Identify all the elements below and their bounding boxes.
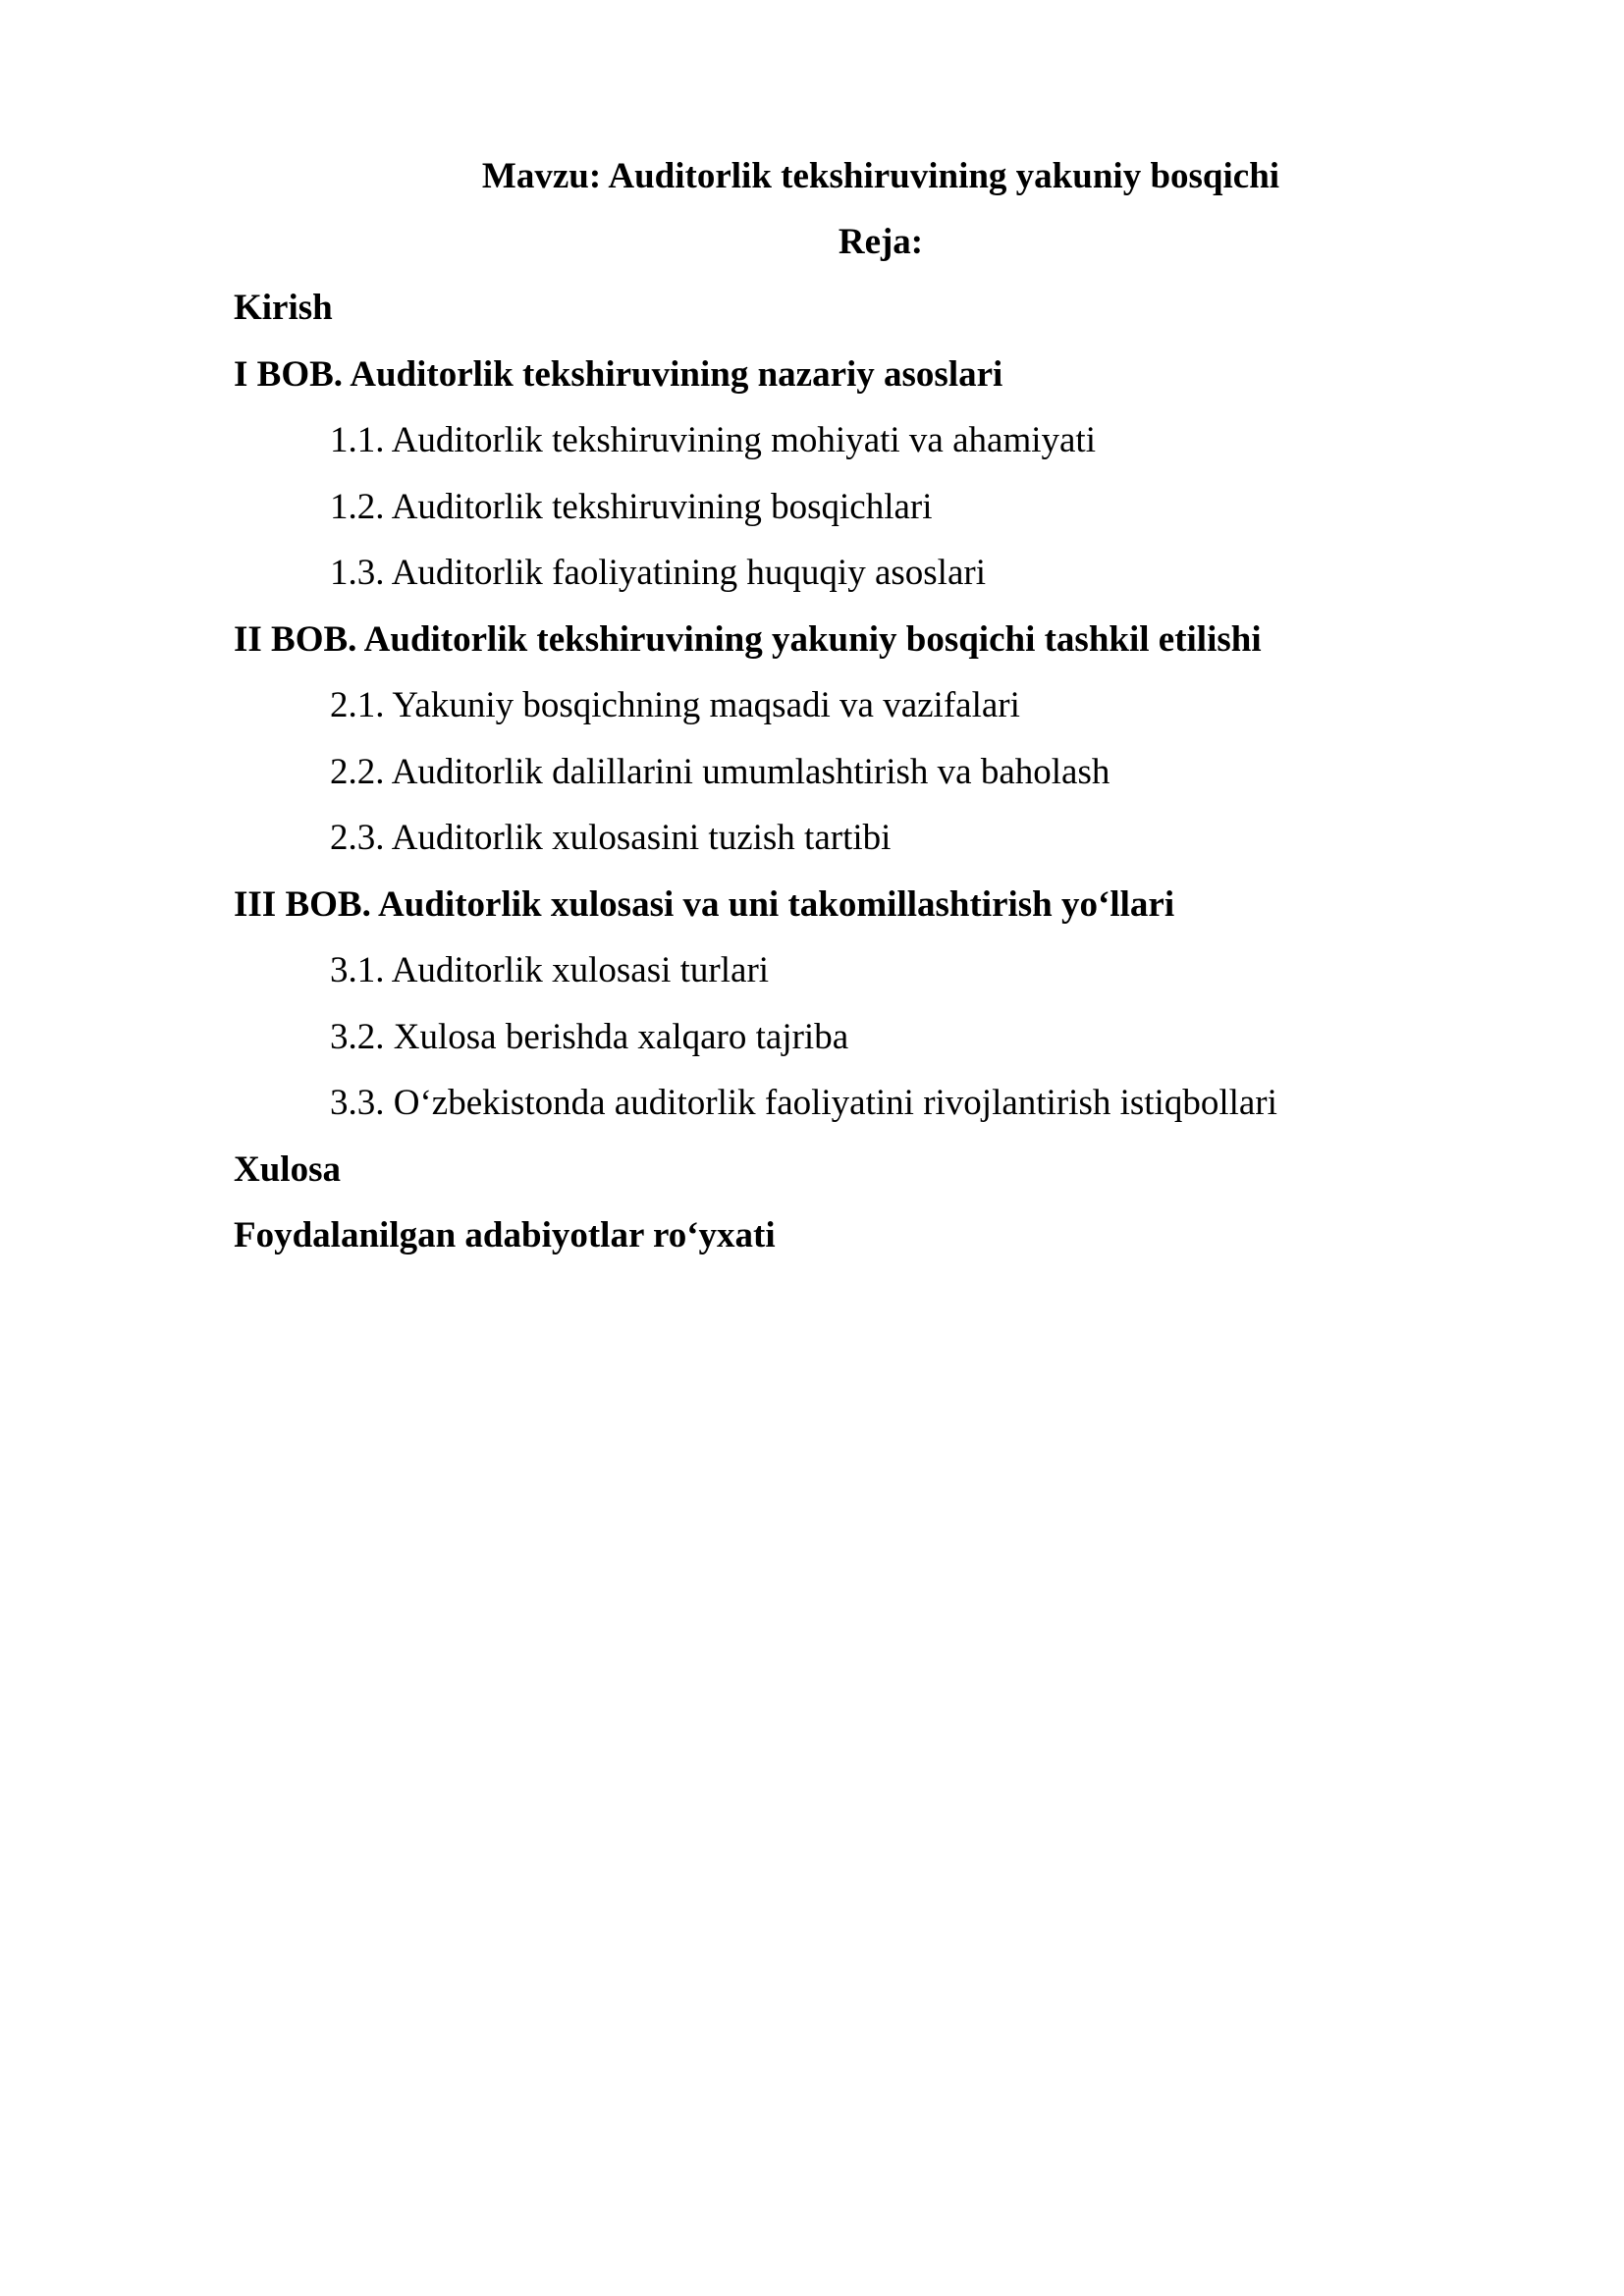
outline-section-1-1: 1.1. Auditorlik tekshiruvining mohiyati va ahamiyati xyxy=(330,420,1096,460)
outline-section-1-2: 1.2. Auditorlik tekshiruvining bosqichlari xyxy=(330,486,933,527)
outline-section-1-3: 1.3. Auditorlik faoliyatining huquqiy asoslari xyxy=(330,553,986,593)
outline-chapter-1: I BOB. Auditorlik tekshiruvining nazariy asoslari xyxy=(234,353,1003,395)
outline-section-2-2: 2.2. Auditorlik dalillarini umumlashtirish va baholash xyxy=(330,751,1110,792)
outline-section-3-1: 3.1. Auditorlik xulosasi turlari xyxy=(330,950,770,990)
outline-section-2-3: 2.3. Auditorlik xulosasini tuzish tartibi xyxy=(330,818,892,858)
plan-outline xyxy=(234,287,1412,1281)
outline-item-introduction: Kirish xyxy=(234,288,333,328)
outline-section-3-2: 3.2. Xulosa berishda xalqaro tajriba xyxy=(330,1016,849,1057)
topic-title: Mavzu: Auditorlik tekshiruvining yakuniy bosqichi xyxy=(481,156,1280,196)
outline-chapter-2: II BOB. Auditorlik tekshiruvining yakuniy bosqichi tashkil etilishi xyxy=(234,618,1262,660)
outline-item-conclusion: Xulosa xyxy=(234,1148,341,1190)
outline-section-2-1: 2.1. Yakuniy bosqichning maqsadi va vazifalari xyxy=(330,685,1020,725)
outline-section-3-3: 3.3. O‘zbekistonda auditorlik faoliyatini rivojlantirish istiqbollari xyxy=(330,1083,1277,1123)
outline-item-references: Foydalanilgan adabiyotlar ro‘yxati xyxy=(234,1215,776,1255)
plan-heading: Reja: xyxy=(838,222,924,262)
outline-chapter-3: III BOB. Auditorlik xulosasi va uni takomillashtirish yo‘llari xyxy=(234,883,1175,925)
